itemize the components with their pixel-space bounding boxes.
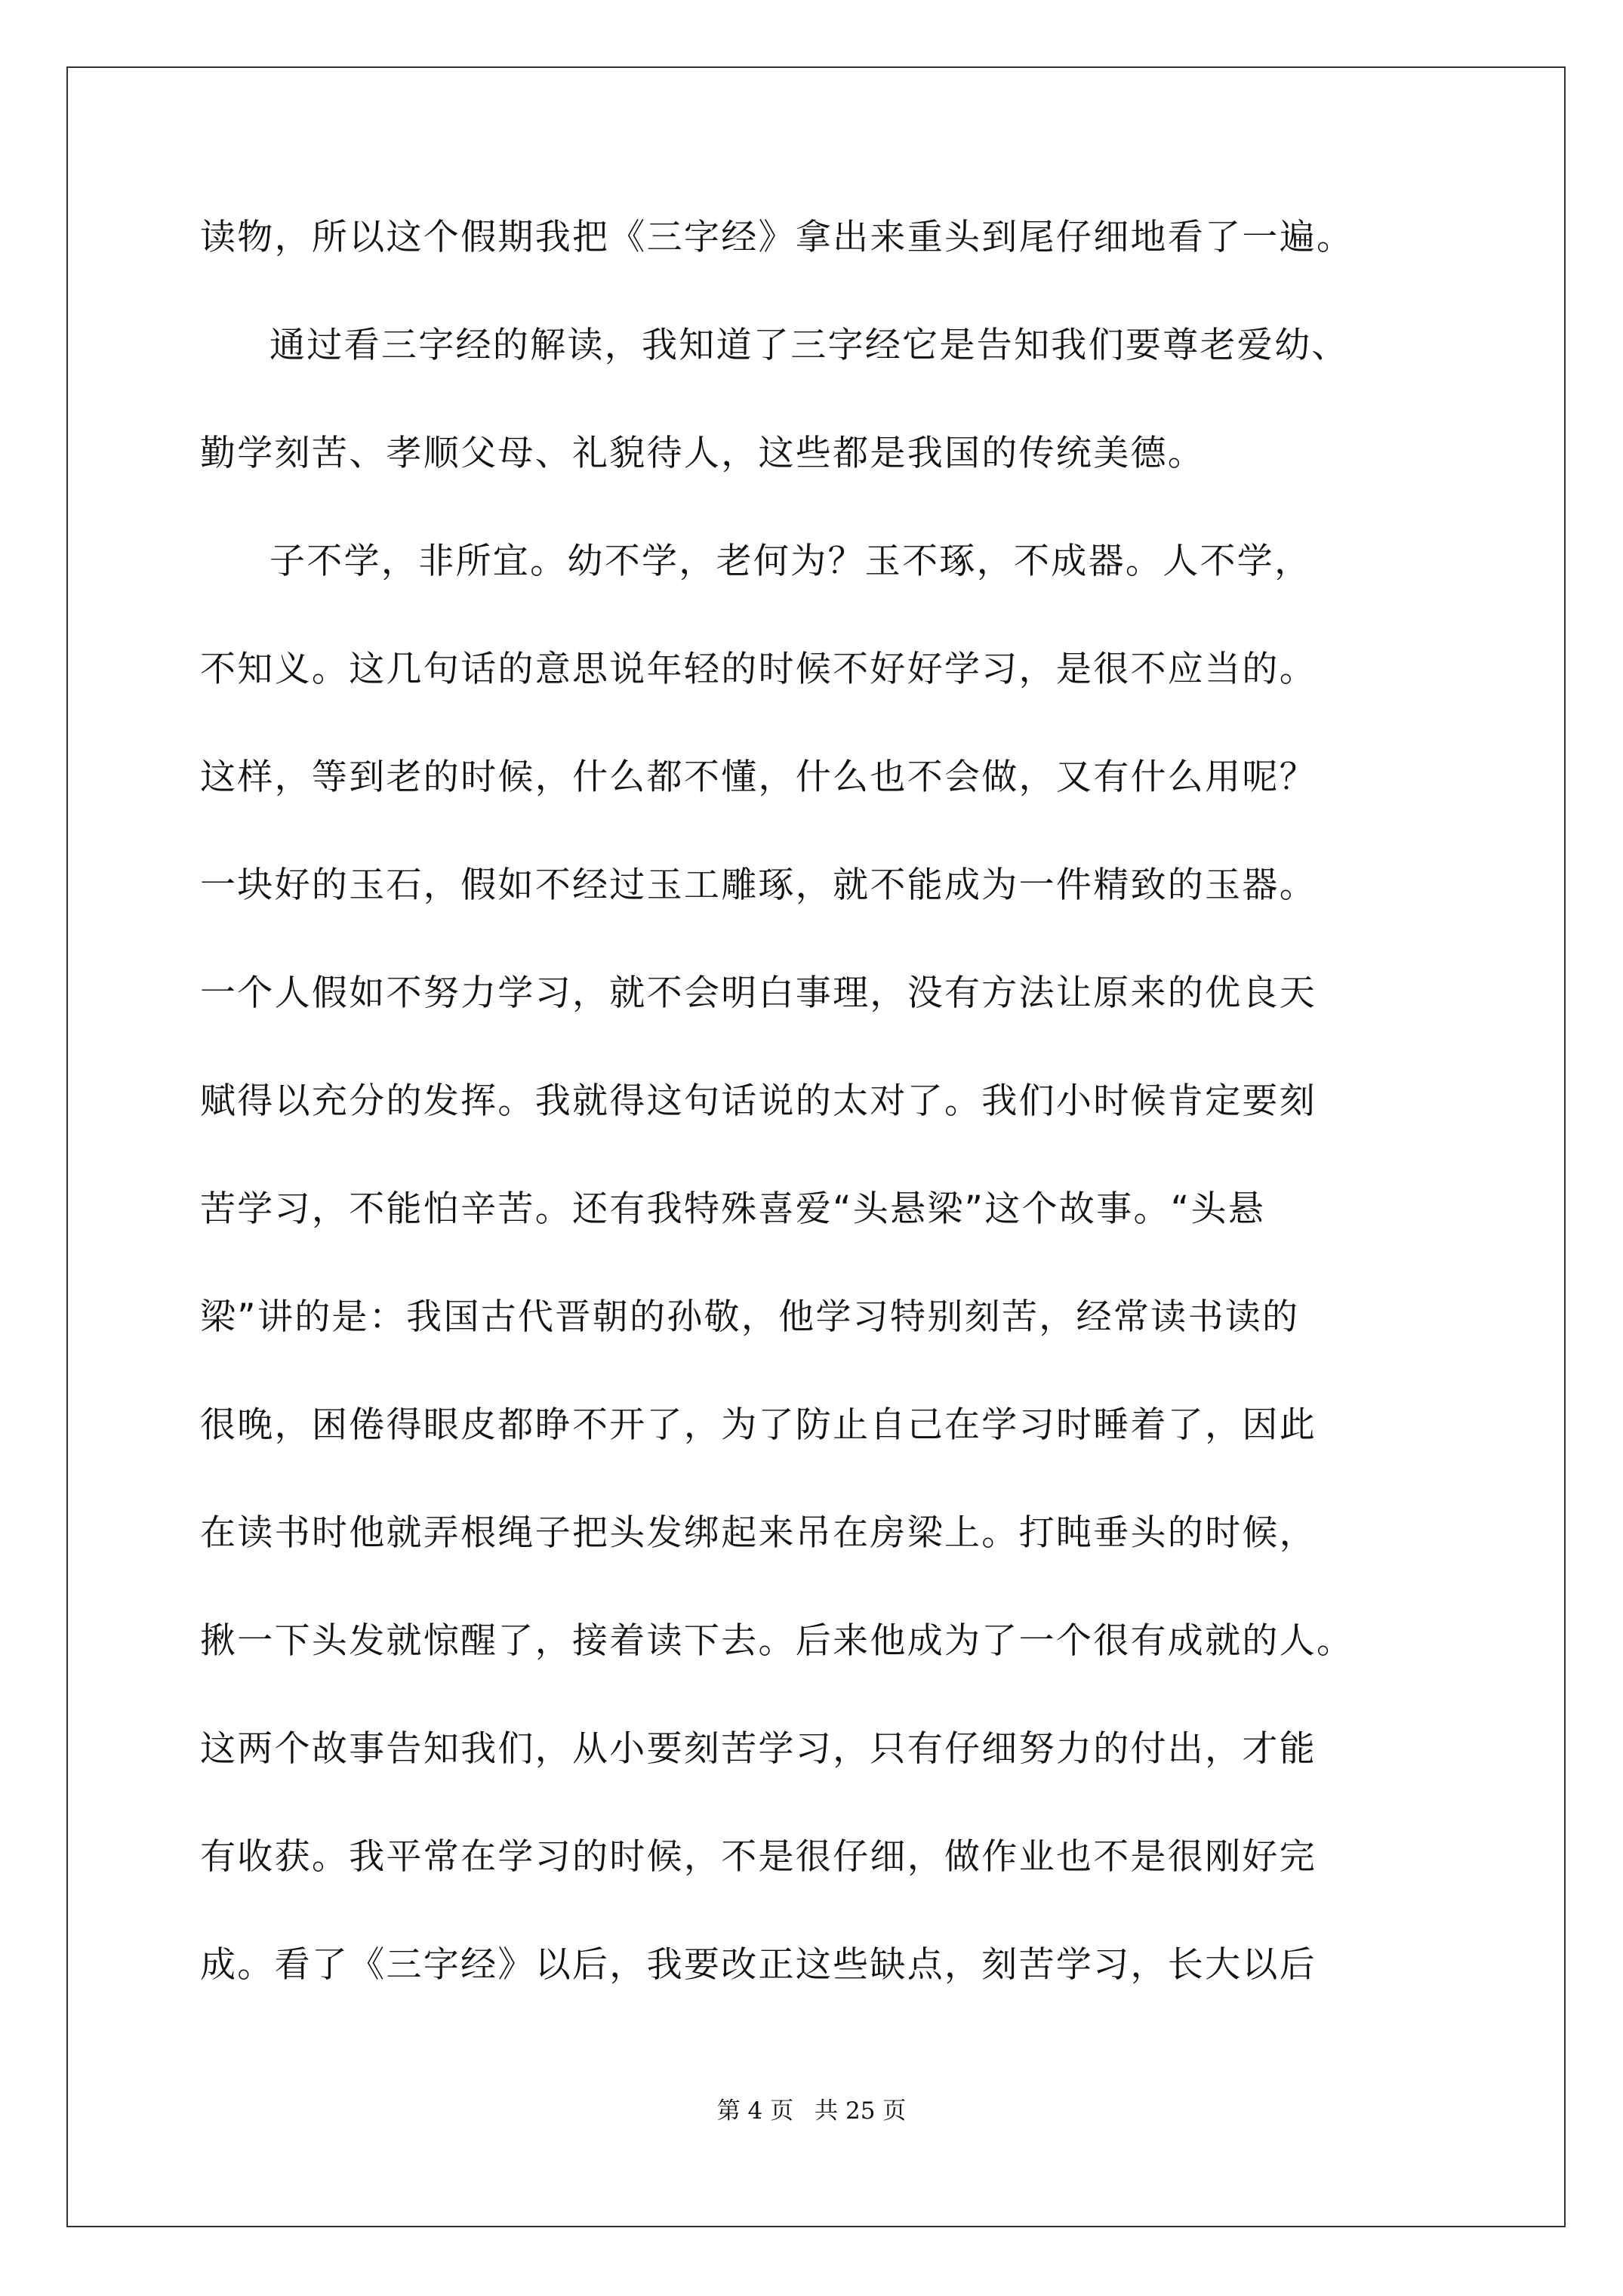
text-line-1: 读物，所以这个假期我把《三字经》拿出来重头到尾仔细地看了一遍。 bbox=[200, 217, 1354, 258]
text-line-4: 子不学，非所宜。幼不学，老何为？玉不琢，不成器。人不学， bbox=[269, 541, 1312, 582]
text-line-2: 通过看三字经的解读，我知道了三字经它是告知我们要尊老爱幼、 bbox=[269, 325, 1349, 366]
text-line-17: 成。看了《三字经》以后，我要改正这些缺点，刻苦学习，长大以后 bbox=[200, 1944, 1317, 1986]
page-total: 共 25 页 bbox=[815, 2097, 907, 2125]
text-line-14: 揪一下头发就惊醒了，接着读下去。后来他成为了一个很有成就的人。 bbox=[200, 1620, 1354, 1662]
text-line-16: 有收获。我平常在学习的时候，不是很仔细，做作业也不是很刚好完 bbox=[200, 1836, 1317, 1878]
page-number: 第 4 页 bbox=[716, 2097, 794, 2125]
text-line-5: 不知义。这几句话的意思说年轻的时候不好好学习，是很不应当的。 bbox=[200, 649, 1317, 690]
page-footer bbox=[0, 2096, 1623, 2126]
text-line-7: 一块好的玉石，假如不经过玉工雕琢，就不能成为一件精致的玉器。 bbox=[200, 864, 1317, 906]
text-line-3: 勤学刻苦、孝顺父母、礼貌待人，这些都是我国的传统美德。 bbox=[200, 433, 1206, 474]
text-line-8: 一个人假如不努力学习，就不会明白事理，没有方法让原来的优良天 bbox=[200, 972, 1317, 1014]
text-line-13: 在读书时他就弄根绳子把头发绑起来吊在房梁上。打盹垂头的时候， bbox=[200, 1512, 1317, 1554]
text-line-15: 这两个故事告知我们，从小要刻苦学习，只有仔细努力的付出，才能 bbox=[200, 1728, 1317, 1770]
text-line-10: 苦学习，不能怕辛苦。还有我特殊喜爱“头悬梁”这个故事。“头悬 bbox=[200, 1188, 1266, 1230]
page-border bbox=[66, 66, 1566, 2227]
text-line-9: 赋得以充分的发挥。我就得这句话说的太对了。我们小时候肯定要刻 bbox=[200, 1080, 1317, 1122]
text-line-6: 这样，等到老的时候，什么都不懂，什么也不会做，又有什么用呢？ bbox=[200, 757, 1317, 798]
text-line-11: 梁”讲的是：我国古代晋朝的孙敬，他学习特别刻苦，经常读书读的 bbox=[200, 1296, 1300, 1338]
text-line-12: 很晚，困倦得眼皮都睁不开了，为了防止自己在学习时睡着了，因此 bbox=[200, 1404, 1317, 1446]
